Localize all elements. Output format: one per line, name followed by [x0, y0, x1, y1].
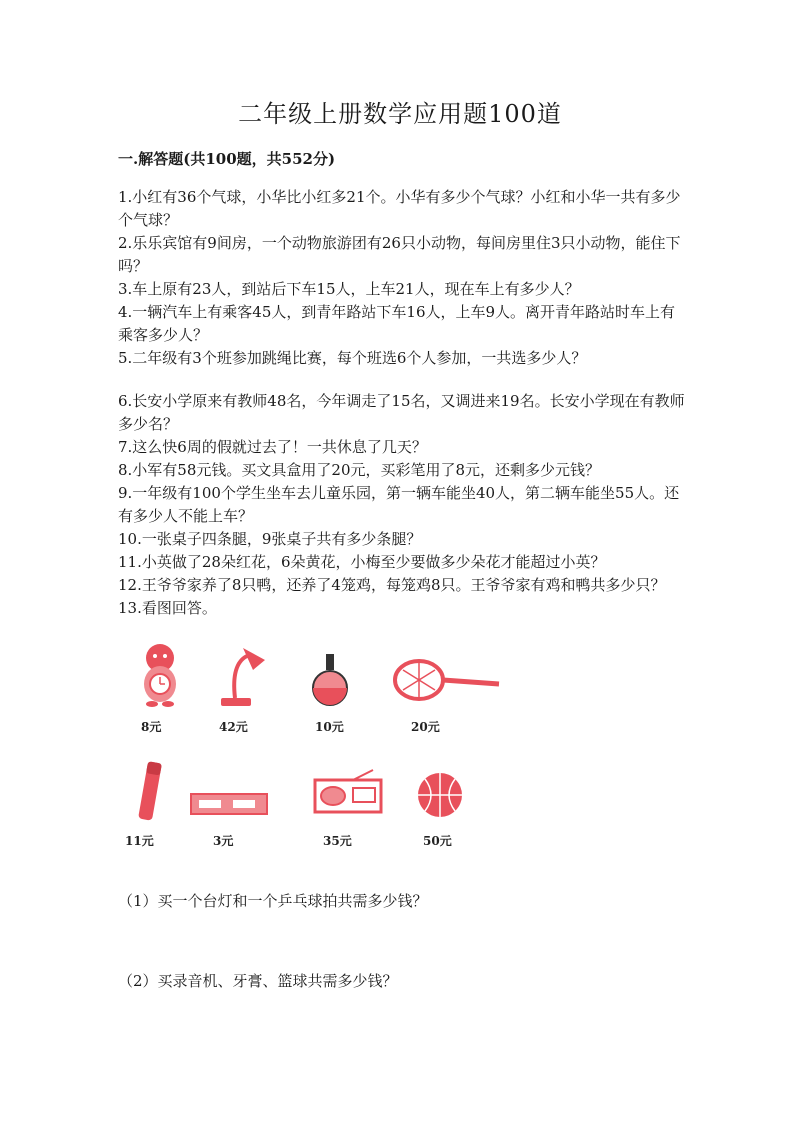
price-label: 50元 [423, 834, 452, 848]
problem-9: 9.一年级有100个学生坐车去儿童乐园，第一辆车能坐40人，第二辆车能坐55人。还有多少人不能上车？ [118, 484, 680, 525]
radio-recorder-icon [313, 768, 383, 816]
sub-question-1: （1）买一个台灯和一个乒乓球拍共需多少钱？ [118, 892, 428, 910]
problem-1: 1.小红有36个气球，小华比小红多21个。小华有多少个气球？小红和小华一共有多少个气球？ [118, 188, 681, 229]
section-heading: 一.解答题(共100题，共552分) [118, 150, 336, 168]
tennis-racket-icon [393, 658, 503, 702]
sub-question-2: （2）买录音机、牙膏、篮球共需多少钱？ [118, 972, 398, 990]
problem-3: 3.车上原有23人，到站后下车15人，上车21人，现在车上有多少人？ [118, 280, 580, 298]
problem-11: 11.小英做了28朵红花，6朵黄花，小梅至少要做多少朵花才能超过小英？ [118, 553, 606, 571]
price-label: 3元 [213, 834, 234, 848]
ping-pong-paddle-icon [310, 650, 350, 710]
problem-list [118, 186, 690, 620]
price-label: 20元 [411, 720, 440, 734]
problem-6: 6.长安小学原来有教师48名，今年调走了15名，又调进来19名。长安小学现在有教师多少名？ [118, 392, 685, 433]
marker-pen-icon [135, 758, 165, 824]
problem-10: 10.一张桌子四条腿，9张桌子共有多少条腿？ [118, 530, 422, 548]
problem-13: 13.看图回答。 [118, 599, 217, 617]
problem-4: 4.一辆汽车上有乘客45人，到青年路站下车16人，上车9人。离开青年路站时车上有乘客多少人？ [118, 303, 676, 344]
problem-12: 12.王爷爷家养了8只鸭，还养了4笼鸡，每笼鸡8只。王爷爷家有鸡和鸭共多少只？ [118, 576, 666, 594]
penguin-clock-icon [135, 640, 185, 710]
price-label: 11元 [125, 834, 154, 848]
problem-8: 8.小军有58元钱。买文具盒用了20元，买彩笔用了8元，还剩多少元钱？ [118, 461, 601, 479]
price-label: 10元 [315, 720, 344, 734]
toothpaste-icon [189, 790, 269, 820]
desk-lamp-icon [213, 640, 273, 710]
basketball-icon [415, 770, 465, 820]
page-title: 二年级上册数学应用题100道 [238, 100, 562, 128]
price-label: 35元 [323, 834, 352, 848]
problem-7: 7.这么快6周的假就过去了！一共休息了几天？ [118, 438, 427, 456]
price-label: 42元 [219, 720, 248, 734]
price-figure [125, 640, 515, 855]
problem-2: 2.乐乐宾馆有9间房，一个动物旅游团有26只小动物，每间房里住3只小动物，能住下吗？ [118, 234, 681, 275]
problem-5: 5.二年级有3个班参加跳绳比赛，每个班选6个人参加，一共选多少人？ [118, 349, 587, 367]
price-label: 8元 [141, 720, 162, 734]
